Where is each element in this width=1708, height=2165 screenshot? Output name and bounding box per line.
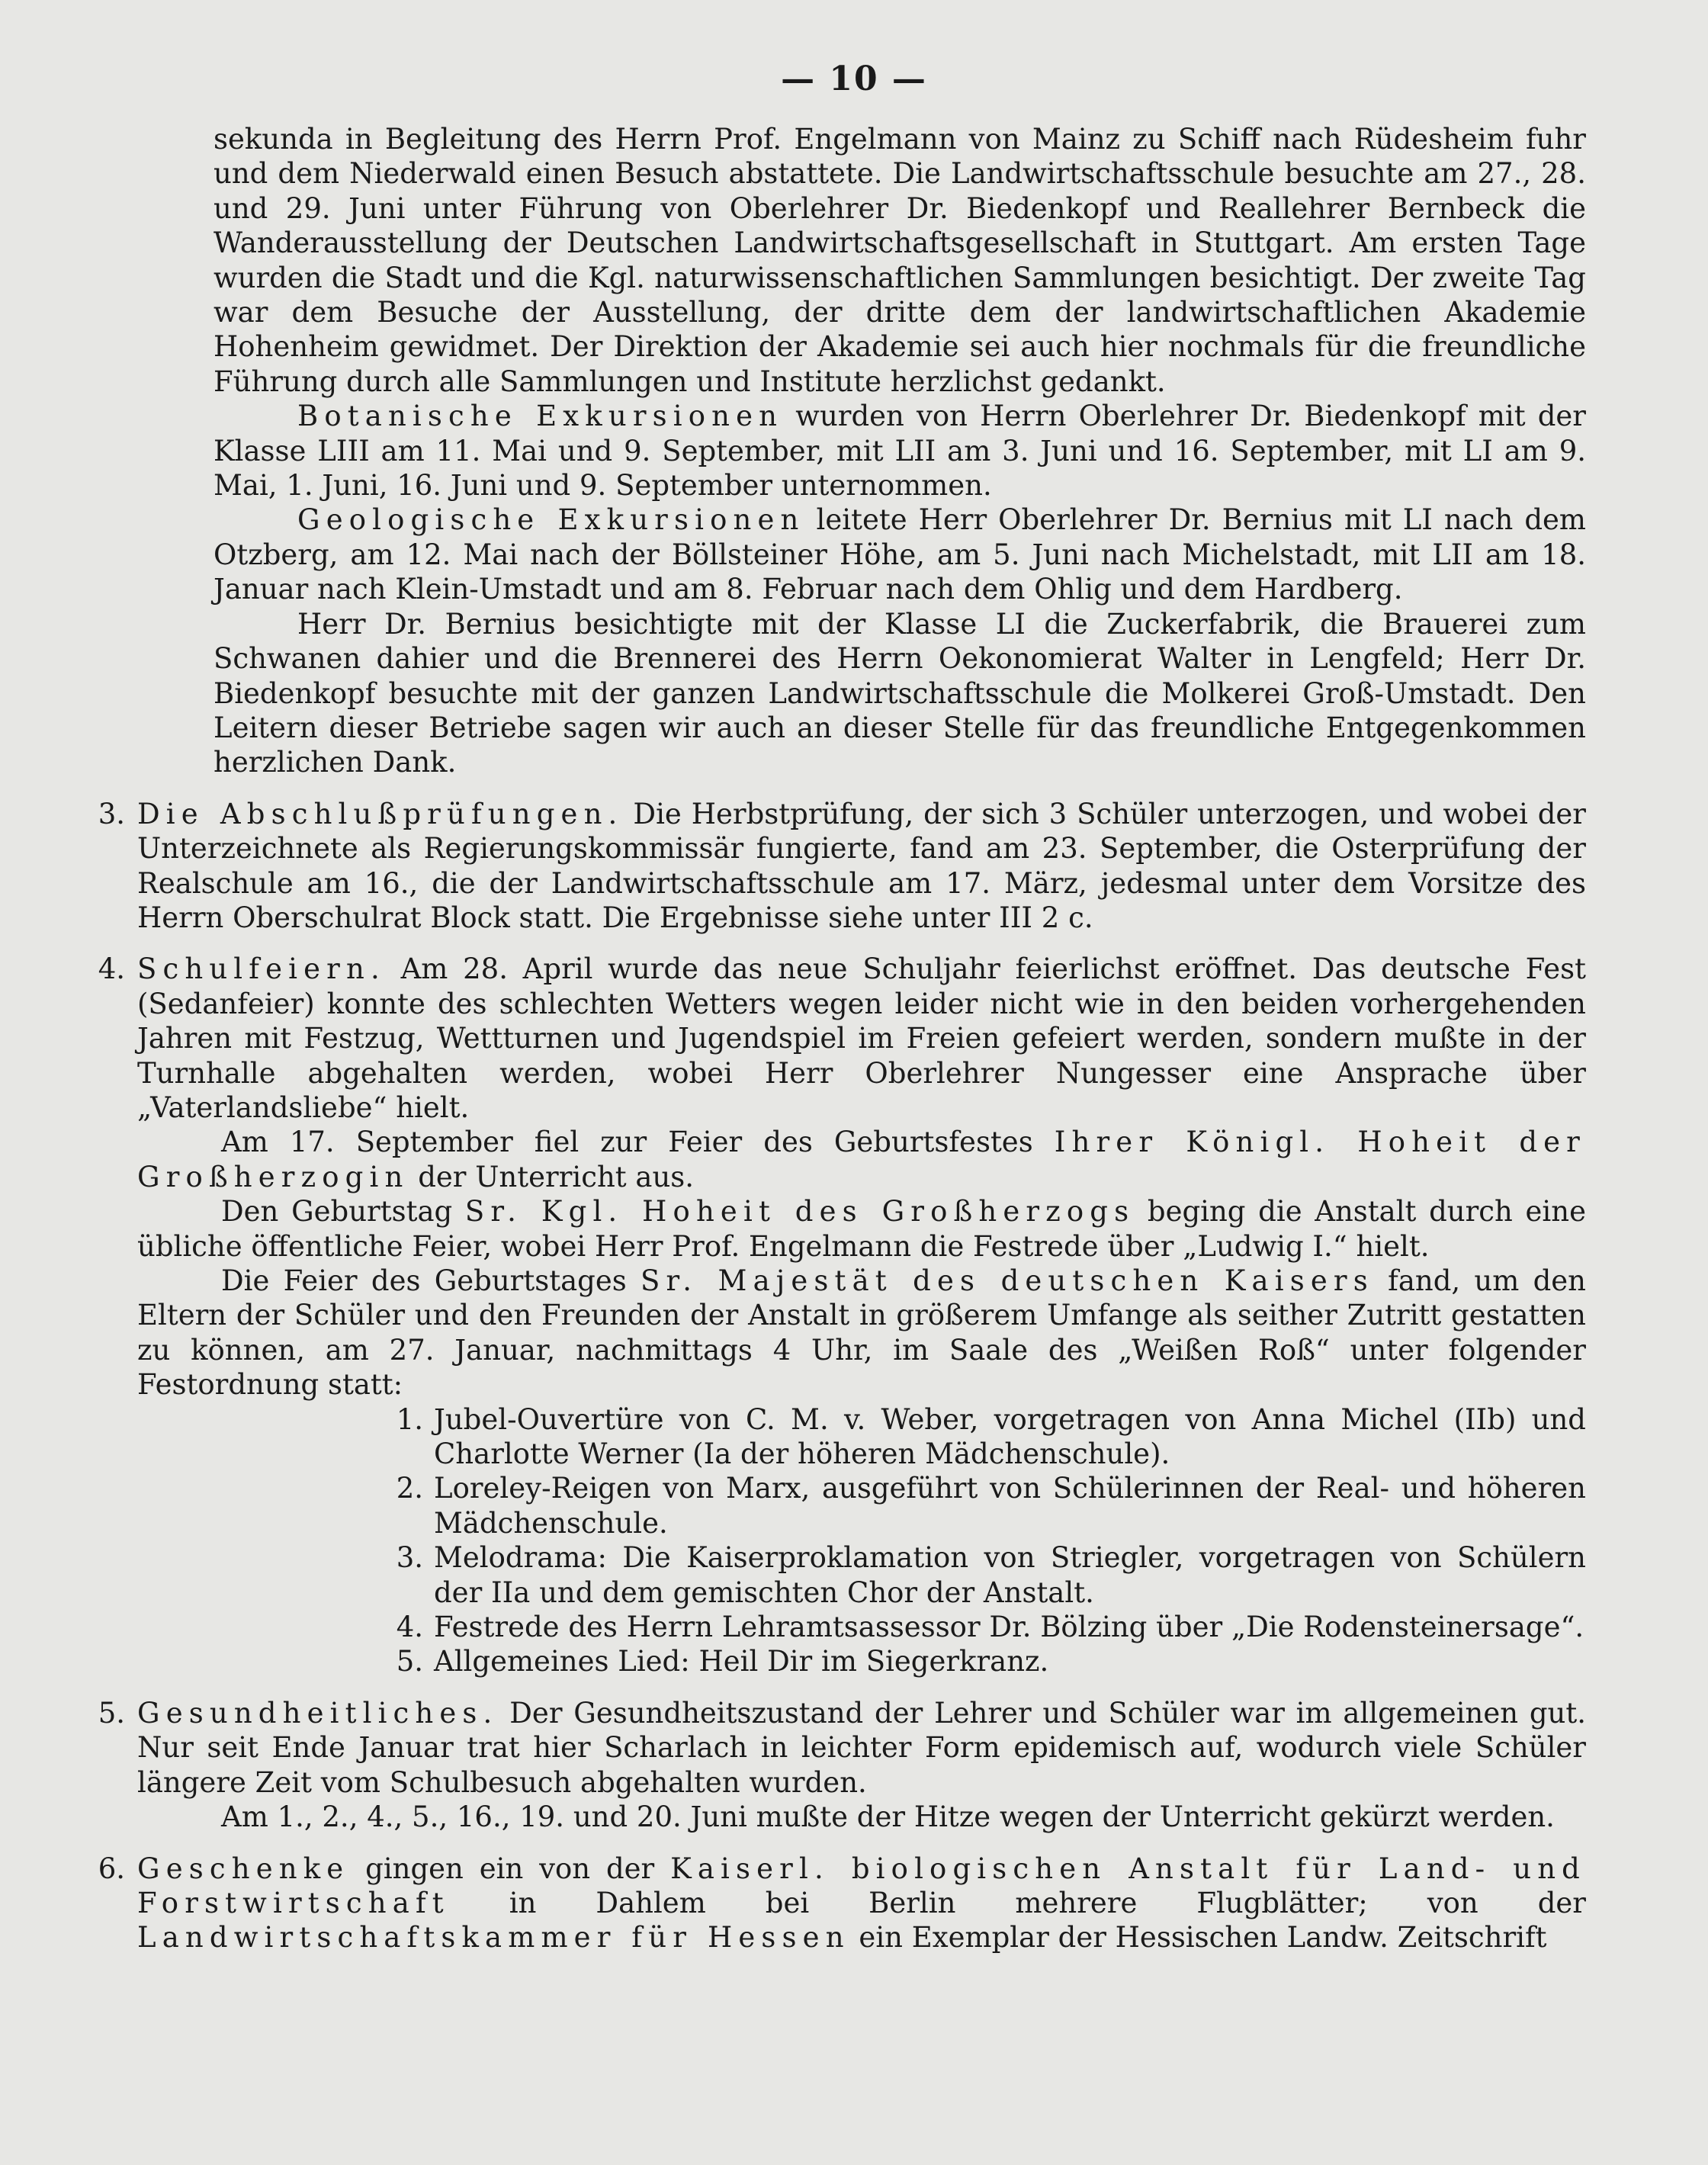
list-item: 4. Festrede des Herrn Lehramtsassessor Dr. Bölzing über „Die Rodensteinersage“. [396, 1611, 1584, 1644]
section-5-paragraph [137, 1696, 1586, 1800]
list-item: 1. Jubel-Ouvertüre von C. M. v. Weber, vorgetragen von Anna Michel (IIb) und Charlotte Werner (Ia der höheren Mädchenschule). [396, 1402, 1586, 1471]
botanik-text: wurden von Herrn Oberlehrer Dr. Biedenkopf mit der Klasse LIII am 11. Mai und 9. September, mit LII am 3. Juni und 16. September, mit LI am 9. Mai, 1. Juni, 16. Juni und 9. September unternommen. [214, 400, 1586, 503]
geologie-title: Geologische Exkursionen [297, 503, 805, 537]
section-6-title: Geschenke [137, 1852, 350, 1885]
list-item: 5. Allgemeines Lied: Heil Dir im Siegerkranz. [396, 1645, 1049, 1678]
section-4-kaiser: Die Feier des Geburtstages Sr. Majestät des deutschen Kaisers fand, um den Eltern der Schüler und den Freunden der Anstalt in größerem Umfange als seither Zutritt gestatten zu können, am 27. Januar, nachmittags 4 Uhr, im Saale des „Weißen Roß“ unter folgender Festordnung statt: [137, 1264, 1587, 1402]
section-6-number: 6. [98, 1852, 125, 1885]
geologie-text: leitete Herr Oberlehrer Dr. Bernius mit LI nach dem Otzberg, am 12. Mai nach der Böllsteiner Höhe, am 5. Juni nach Michelstadt, mit LII am 18. Januar nach Klein-Umstadt und am 8. Februar nach dem Ohlig und dem Hardberg. [214, 503, 1587, 606]
section-3 [76, 797, 1586, 936]
section-3-text: Die Herbstprüfung, der sich 3 Schüler unterzogen, und wobei der Unterzeichnete als Regierungskommissär fungierte, fand am 23. September, die Osterprüfung der Realschule am 16., die der Landwirtschaftsschule am 17. März, jedesmal unter dem Vorsitze des Herrn Oberschulrat Block statt. Die Ergebnisse siehe unter III 2 c. [137, 797, 1586, 934]
section-5-title: Gesundheitliches. [137, 1696, 499, 1730]
intro-paragraph: sekunda in Begleitung des Herrn Prof. Engelmann von Mainz zu Schiff nach Rüdesheim fuhr und dem Niederwald einen Besuch abstattete. Die Landwirtschaftsschule besuchte am 27., 28. und 29. Juni unter Führung von Oberlehrer Dr. Biedenkopf und Reallehrer Bernbeck die Wanderausstellung der Deutschen Landwirtschaftsgesellschaft in Stuttgart. Am ersten Tage wurden die Stadt und die Kgl. naturwissenschaftlichen Sammlungen besichtigt. Der zweite Tag war dem Besuche der Ausstellung, der dritte dem der landwirtschaftlichen Akademie Hohenheim gewidmet. Der Direktion der Akademie sei auch hier nochmals für die freundliche Führung durch alle Sammlungen und Institute herzlichst gedankt. [214, 123, 1586, 398]
betriebe-paragraph: Herr Dr. Bernius besichtigte mit der Klasse LI die Zuckerfabrik, die Brauerei zum Schwanen dahier und die Brennerei des Herrn Oekonomierat Walter in Lengfeld; Herr Dr. Biedenkopf besuchte mit der ganzen Landwirtschaftsschule die Molkerei Groß-Umstadt. Den Leitern dieser Betriebe sagen wir auch an dieser Stelle für das freundliche Entgegenkommen herzlichen Dank. [214, 607, 1586, 779]
section-6 [76, 1852, 1586, 1955]
section-5-text: Der Gesundheitszustand der Lehrer und Schüler war im allgemeinen gut. Nur seit Ende Januar trat hier Scharlach in leichter Form epidemisch auf, wodurch viele Schüler längere Zeit vom Schulbesuch abgehalten wurden. [137, 1696, 1586, 1799]
section-3-paragraph [137, 797, 1586, 936]
section-4 [76, 952, 1586, 1679]
section-4-grossherzogin: Am 17. September fiel zur Feier des Geburtsfestes Ihrer Königl. Hoheit der Großherzogin der Unterricht aus. [137, 1126, 1587, 1193]
festordnung-list [381, 1402, 1586, 1679]
section-4-grossherzog: Den Geburtstag Sr. Kgl. Hoheit des Großherzogs beging die Anstalt durch eine übliche öffentliche Feier, wobei Herr Prof. Engelmann die Festrede über „Ludwig I.“ hielt. [137, 1195, 1586, 1263]
geologie-paragraph [76, 503, 1586, 606]
botanik-title: Botanische Exkursionen [297, 400, 784, 433]
list-item: 3. Melodrama: Die Kaiserproklamation von Striegler, vorgetragen von Schülern der IIa und dem gemischten Chor der Anstalt. [396, 1541, 1586, 1609]
section-5-hitze: Am 1., 2., 4., 5., 16., 19. und 20. Juni mußte der Hitze wegen der Unterricht gekürzt werden. [221, 1800, 1555, 1834]
page-content [76, 122, 1586, 1955]
botanik-paragraph [76, 399, 1586, 503]
section-4-paragraph [137, 952, 1586, 1125]
section-5 [76, 1696, 1586, 1835]
section-4-title: Schulfeiern. [137, 952, 386, 986]
section-3-number: 3. [98, 797, 125, 830]
section-5-number: 5. [98, 1696, 125, 1730]
section-6-paragraph: Geschenke gingen ein von der Kaiserl. biologischen Anstalt für Land- und Forstwirtschaft in Dahlem bei Berlin mehrere Flugblätter; von der Landwirtschaftskammer für Hessen ein Exemplar der Hessischen Landw. Zeitschrift [137, 1852, 1586, 1955]
section-4-number: 4. [98, 952, 125, 986]
section-3-title: Die Abschlußprüfungen. [137, 797, 624, 830]
list-item: 2. Loreley-Reigen von Marx, ausgeführt von Schülerinnen der Real- und höheren Mädchenschule. [396, 1472, 1586, 1540]
section-4-text: Am 28. April wurde das neue Schuljahr feierlichst eröffnet. Das deutsche Fest (Sedanfeier) konnte des schlechten Wetters wegen leider nicht wie in den beiden vorhergehenden Jahren mit Festzug, Wettturnen und Jugendspiel im Freien gefeiert werden, sondern mußte in der Turnhalle abgehalten werden, wobei Herr Oberlehrer Nungesser eine Ansprache über „Vaterlandsliebe“ hielt. [137, 952, 1586, 1124]
page-number: — 10 — [781, 59, 927, 98]
